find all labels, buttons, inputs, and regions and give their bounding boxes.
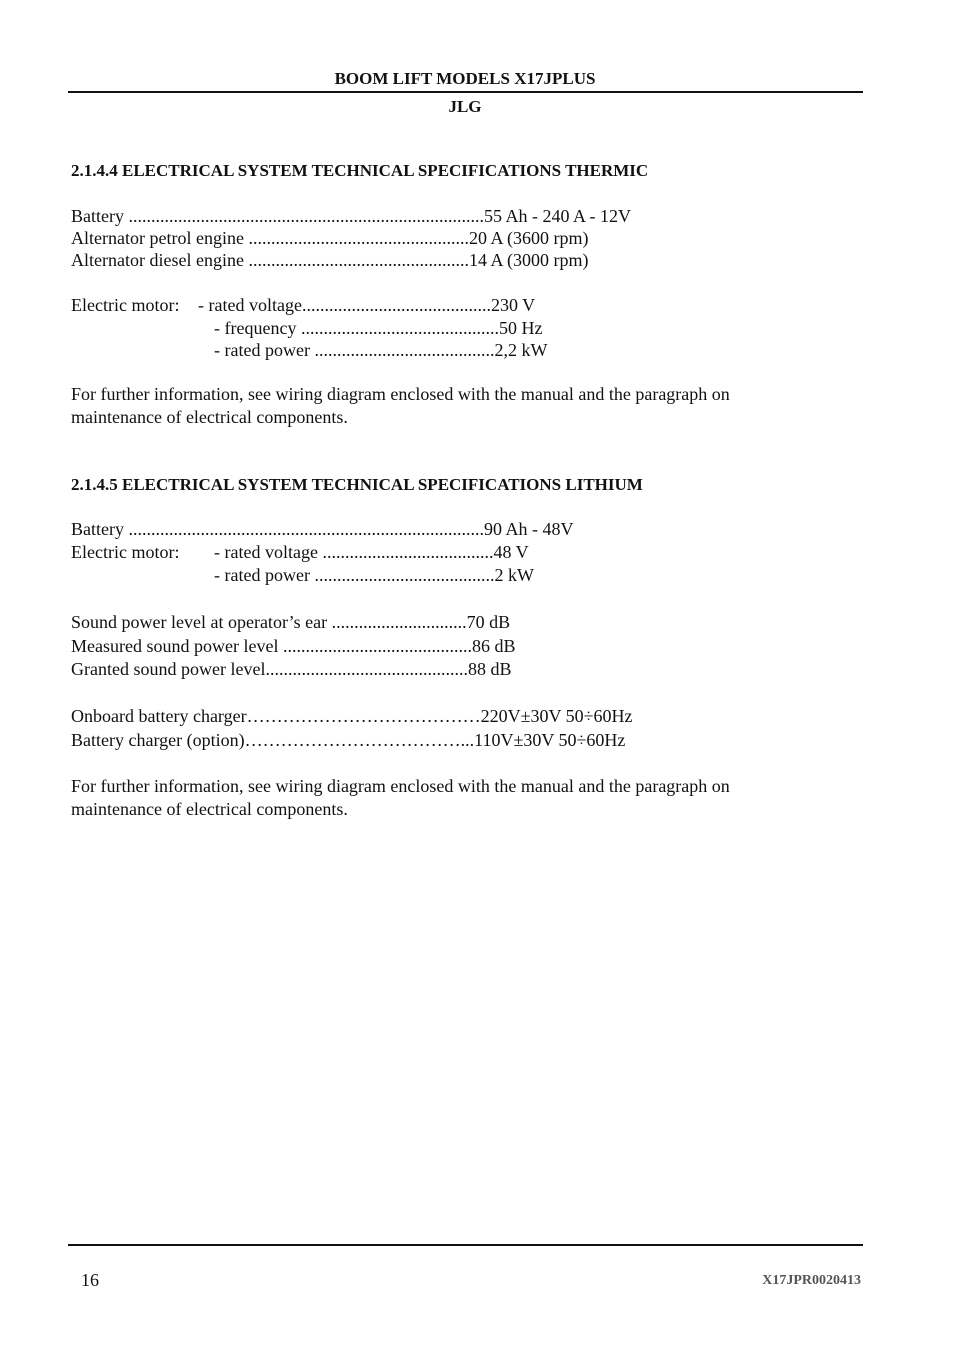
- spec-label: Alternator petrol engine: [71, 228, 249, 248]
- spec-row-charger-option: [71, 729, 625, 751]
- spec-label: Alternator diesel engine: [71, 250, 249, 270]
- spec-label: Battery charger (option): [71, 730, 245, 750]
- spec-value: 48 V: [493, 542, 529, 562]
- spec-label: - rated power: [214, 565, 315, 585]
- spec-leader: …………………………………: [246, 706, 481, 726]
- motor-label-lithium: Electric motor:: [71, 542, 180, 562]
- info-line-2: maintenance of electrical components.: [71, 407, 348, 427]
- spec-label: Sound power level at operator’s ear: [71, 612, 332, 632]
- spec-label: - rated voltage: [198, 295, 302, 315]
- spec-value: 230 V: [490, 295, 536, 315]
- spec-leader: ......................................: [322, 542, 494, 562]
- spec-label: Granted sound power level: [71, 659, 266, 679]
- spec-value: 90 Ah - 48V: [483, 519, 574, 539]
- spec-value: 220V±30V 50÷60Hz: [480, 706, 633, 726]
- document-code: X17JPR0020413: [762, 1273, 861, 1288]
- spec-leader: ………………………………...: [244, 730, 475, 750]
- spec-row-battery-lithium: [71, 518, 573, 540]
- spec-row-motor-power-lithium: [214, 564, 534, 586]
- header-rule: [68, 91, 863, 93]
- spec-leader: .................................................: [248, 250, 469, 270]
- section-heading-lithium: 2.1.4.5 ELECTRICAL SYSTEM TECHNICAL SPECIFICATIONS LITHIUM: [71, 475, 643, 494]
- spec-value: 88 dB: [467, 659, 512, 679]
- spec-value: 55 Ah - 240 A - 12V: [483, 206, 631, 226]
- spec-value: 2,2 kW: [494, 340, 548, 360]
- spec-leader: ............................................: [300, 318, 499, 338]
- spec-row-alternator-diesel: [71, 249, 588, 271]
- spec-row-motor-frequency: [214, 317, 542, 339]
- spec-leader: ..............................: [331, 612, 467, 632]
- spec-value: 110V±30V 50÷60Hz: [474, 730, 626, 750]
- spec-row-sound-measured: [71, 635, 515, 657]
- info-paragraph-lithium: [71, 775, 861, 821]
- header-brand: JLG: [448, 97, 482, 116]
- spec-leader: .................................................: [248, 228, 469, 248]
- page-number: 16: [81, 1270, 99, 1290]
- spec-row-motor-voltage-lithium: [214, 541, 529, 563]
- spec-label: - rated voltage: [214, 542, 323, 562]
- motor-label-thermic: Electric motor:: [71, 295, 180, 315]
- spec-row-alternator-petrol: [71, 227, 588, 249]
- spec-value: 20 A (3600 rpm): [468, 228, 589, 248]
- section-heading-thermic: 2.1.4.4 ELECTRICAL SYSTEM TECHNICAL SPECIFICATIONS THERMIC: [71, 161, 649, 180]
- spec-value: 86 dB: [471, 636, 516, 656]
- spec-row-sound-operator: [71, 611, 510, 633]
- spec-label: Battery: [71, 206, 129, 226]
- spec-value: 2 kW: [494, 565, 534, 585]
- spec-row-battery: [71, 205, 631, 227]
- spec-leader: ........................................: [314, 565, 495, 585]
- spec-leader: ...............................................................................: [128, 206, 484, 226]
- spec-label: Onboard battery charger: [71, 706, 247, 726]
- spec-leader: .............................................: [265, 659, 468, 679]
- spec-leader: ........................................: [314, 340, 495, 360]
- spec-row-motor-power: [214, 339, 547, 361]
- spec-label: - rated power: [214, 340, 315, 360]
- spec-row-charger-onboard: [71, 705, 633, 727]
- spec-label: - frequency: [214, 318, 301, 338]
- info-line-1: For further information, see wiring diagram enclosed with the manual and the paragraph on: [71, 384, 730, 404]
- spec-row-motor-voltage: [198, 294, 535, 316]
- spec-row-sound-granted: [71, 658, 511, 680]
- header-title: BOOM LIFT MODELS X17JPLUS: [334, 69, 596, 88]
- spec-leader: ..........................................: [282, 636, 472, 656]
- spec-leader: ..........................................: [301, 295, 491, 315]
- info-paragraph-thermic: [71, 383, 861, 429]
- spec-leader: ...............................................................................: [128, 519, 484, 539]
- footer-rule: [68, 1244, 863, 1246]
- info-line-1: For further information, see wiring diagram enclosed with the manual and the paragraph on: [71, 776, 730, 796]
- spec-label: Battery: [71, 519, 129, 539]
- spec-value: 14 A (3000 rpm): [468, 250, 589, 270]
- spec-value: 70 dB: [466, 612, 511, 632]
- spec-label: Measured sound power level: [71, 636, 283, 656]
- spec-value: 50 Hz: [498, 318, 543, 338]
- info-line-2: maintenance of electrical components.: [71, 799, 348, 819]
